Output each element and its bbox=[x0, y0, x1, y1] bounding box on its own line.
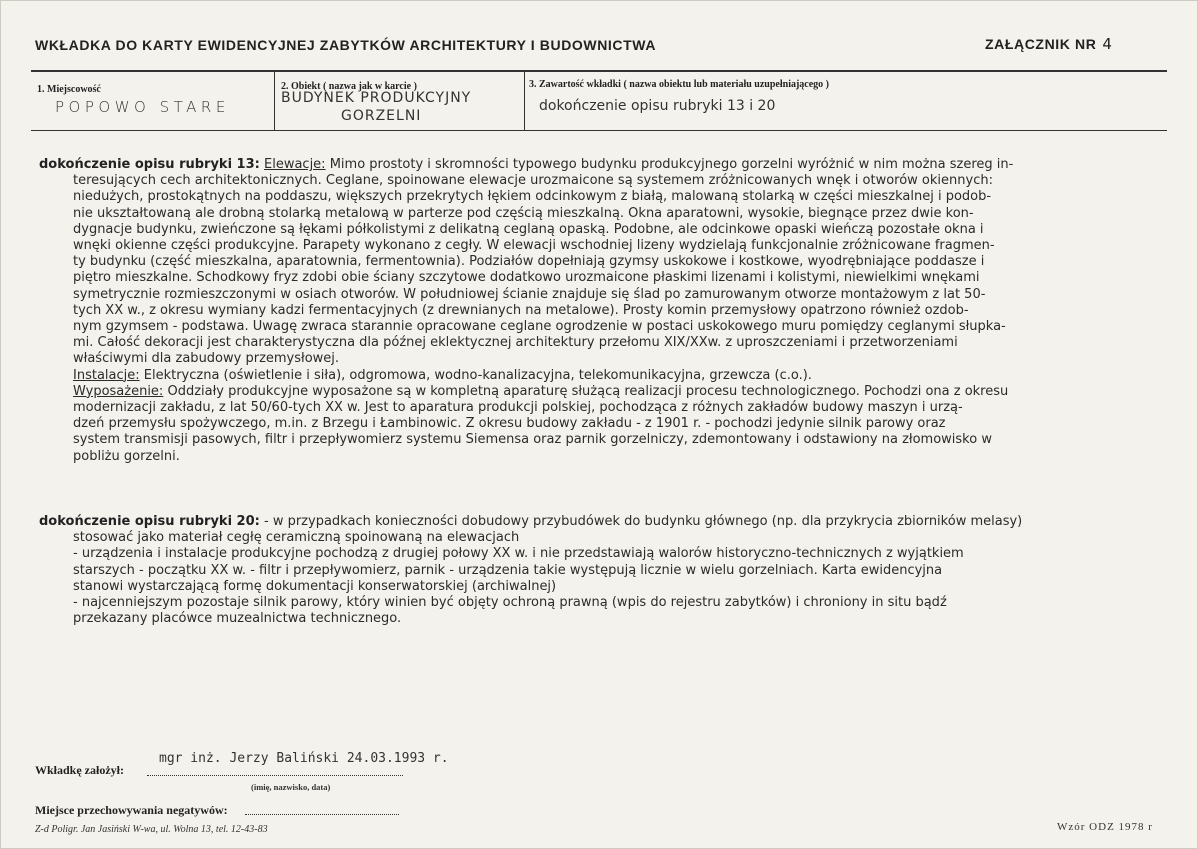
text-line: nie ukształtowaną ale drobną stolarką metalową w parterze pod częścią mieszkalną. Okna aparatowni, wysokie, biegnące przez dwie kon- bbox=[73, 205, 974, 221]
equipment-heading: Wyposażenie: bbox=[73, 383, 164, 399]
object-field bbox=[275, 72, 525, 130]
negatives-dotted-line bbox=[245, 814, 399, 815]
locality-value: POPOWO STARE bbox=[55, 98, 230, 116]
section-20 bbox=[39, 514, 1169, 627]
text-line: stosować jako materiał cegłę ceramiczną spoinowaną na elewacjach bbox=[73, 530, 520, 546]
section-20-first-line: - w przypadkach konieczności dobudowy przybudówek do budynku głównego (np. dla przykrycia zbiorników melasy) bbox=[264, 514, 1023, 529]
header-fields bbox=[31, 70, 1167, 131]
equipment-line bbox=[73, 384, 1169, 400]
section-20-lead: dokończenie opisu rubryki 20: bbox=[39, 514, 260, 529]
text-line: system transmisji pasowych, filtr i przepływomierz systemu Siemensa oraz parnik gorzelniczy, zdemontowany i odstawiony na złomowisko w bbox=[73, 432, 992, 448]
text-line: dygnacje budynku, zwieńczone są łękami półkolistymi z delikatną ceglaną opaską. Podobne, ale odcinkowe opaski wieńczą pozostałe okna i bbox=[73, 221, 984, 237]
negatives-label: Miejsce przechowywania negatywów: bbox=[35, 803, 228, 817]
text-line: piętro mieszkalne. Schodkowy fryz zdobi obie ściany szczytowe dodatkowo urozmaicone płaskimi lizenami i kolistymi, niewielkimi wnękami bbox=[73, 270, 980, 286]
elevations-paragraph bbox=[39, 157, 1169, 173]
author-label: Wkładkę założył: bbox=[35, 763, 124, 777]
text-line: wnęki okienne części produkcyjne. Parapety wykonano z cegły. W elewacji wschodniej lizeny wydzielają funkcjonalnie zróżnicowane fragmen- bbox=[73, 238, 995, 254]
object-value-line1: BUDYNEK PRODUKCYJNY bbox=[281, 90, 472, 106]
content-label: 3. Zawartość wkładki ( nazwa obiektu lub materiału uzupełniającego ) bbox=[529, 79, 830, 90]
text-line: - urządzenia i instalacje produkcyjne pochodzą z drugiej połowy XX w. i nie przedstawiają walorów historyczno-technicznych z wyjątkiem bbox=[73, 546, 964, 562]
installations-text: Elektryczna (oświetlenie i siła), odgromowa, wodno-kanalizacyjna, telekomunikacyjna, grzewcza (c.o.). bbox=[143, 367, 812, 383]
content-value: dokończenie opisu rubryki 13 i 20 bbox=[539, 98, 776, 114]
annex-label-text: ZAŁĄCZNIK NR bbox=[985, 36, 1097, 52]
elevations-heading: Elewacje: bbox=[264, 157, 326, 172]
text-line: stanowi wystarczającą formę dokumentacji konserwatorskiej (archiwalnej) bbox=[73, 578, 557, 594]
author-sublabel: (imię, nazwisko, data) bbox=[251, 782, 331, 792]
text-line: przekazany placówce muzealnictwa technicznego. bbox=[73, 611, 402, 627]
printer-imprint: Z-d Poligr. Jan Jasiński W-wa, ul. Wolna 13, tel. 12-43-83 bbox=[35, 824, 268, 835]
annex-label bbox=[985, 35, 1113, 53]
form-title: WKŁADKA DO KARTY EWIDENCYJNEJ ZABYTKÓW ARCHITEKTURY I BUDOWNICTWA bbox=[35, 37, 657, 53]
elevations-first-line: Mimo prostoty i skromności typowego budynku produkcyjnego gorzelni wyróżnić w nim można szereg in- bbox=[329, 157, 1014, 172]
text-line: starszych - początku XX w. - filtr i przepływomierz, parnik - urządzenia takie występują licznie w wielu gorzelniach. Karta ewidencyjna bbox=[73, 562, 943, 578]
object-label: 2. Obiekt ( nazwa jak w karcie ) bbox=[281, 81, 417, 92]
text-line: tych XX w., z okresu wymiany kadzi fermentacyjnych (z drewnianych na metalowe). Prosty komin przemysłowy opatrzono również ozdob- bbox=[73, 302, 969, 318]
text-line: teresujących cech architektonicznych. Ceglane, spoinowane elewacje urozmaicone są systemem zróżnicowanych wnęk i otworów okiennych: bbox=[73, 173, 993, 189]
equipment-first-line: Oddziały produkcyjne wyposażone są w kompletną aparaturę służącą realizacji procesu technologicznego. Pochodzi ona z okresu bbox=[167, 383, 1009, 399]
text-line: symetrycznie rozmieszczonymi w osiach otworów. W południowej ścianie znajduje się ślad po zamurowanym otworze montażowym z lat 50- bbox=[73, 286, 986, 302]
section-13-lead: dokończenie opisu rubryki 13: bbox=[39, 157, 260, 172]
text-line: dzeń przemysłu spożywczego, m.in. z Brzegu i Łambinowic. Z okresu budowy zakładu - z 1901 r. - pochodzi jedynie silnik parowy oraz bbox=[73, 416, 946, 432]
text-line: nym gzymsem - podstawa. Uwagę zwraca starannie opracowane ceglane ogrodzenie w postaci uskokowego muru pomiędzy ceglanymi słupka- bbox=[73, 319, 1006, 335]
section-20-lines bbox=[39, 530, 1169, 627]
object-value-line2: GORZELNI bbox=[341, 108, 422, 124]
annex-number: 4 bbox=[1102, 35, 1113, 53]
author-dotted-line bbox=[147, 775, 403, 776]
installations-heading: Instalacje: bbox=[73, 367, 140, 383]
text-line: właściwymi dla zabudowy przemysłowej. bbox=[73, 351, 340, 367]
text-line: mi. Całość dekoracji jest charakterystyczna dla późnej eklektycznej architektury przełomu XIX/XXw. z uproszczeniami i przetworzeniami bbox=[73, 335, 958, 351]
text-line: modernizacji zakładu, z lat 50/60-tych XX w. Jest to aparatura produkcji polskiej, pochodząca z różnych zakładów budowy maszyn i urzą- bbox=[73, 400, 963, 416]
elevations-lines bbox=[39, 173, 1169, 465]
form-code: Wzór ODZ 1978 r bbox=[1057, 821, 1153, 833]
content-field bbox=[525, 72, 1167, 130]
installations-line bbox=[73, 368, 1169, 384]
locality-label: 1. Miejscowość bbox=[37, 84, 101, 95]
text-line: ty budynku (część mieszkalna, aparatownia, fermentownia). Podziałów dopełniają gzymsy uskokowe i kostkowe, wyodrębniające poddasze i bbox=[73, 254, 985, 270]
section-13 bbox=[39, 157, 1169, 465]
text-line: niedużych, prostokątnych na poddaszu, większych przekrytych łękiem odcinkowym z białą, malowaną stolarką w części mieszkalnej i podob- bbox=[73, 189, 992, 205]
text-line: pobliżu gorzelni. bbox=[73, 448, 180, 464]
author-value: mgr inż. Jerzy Baliński 24.03.1993 r. bbox=[159, 751, 449, 766]
text-line: - najcenniejszym pozostaje silnik parowy, który winien być objęty ochroną prawną (wpis do rejestru zabytków) i chroniony in situ bądź bbox=[73, 595, 947, 611]
section-20-first-paragraph bbox=[39, 514, 1169, 530]
locality-field bbox=[31, 72, 275, 130]
